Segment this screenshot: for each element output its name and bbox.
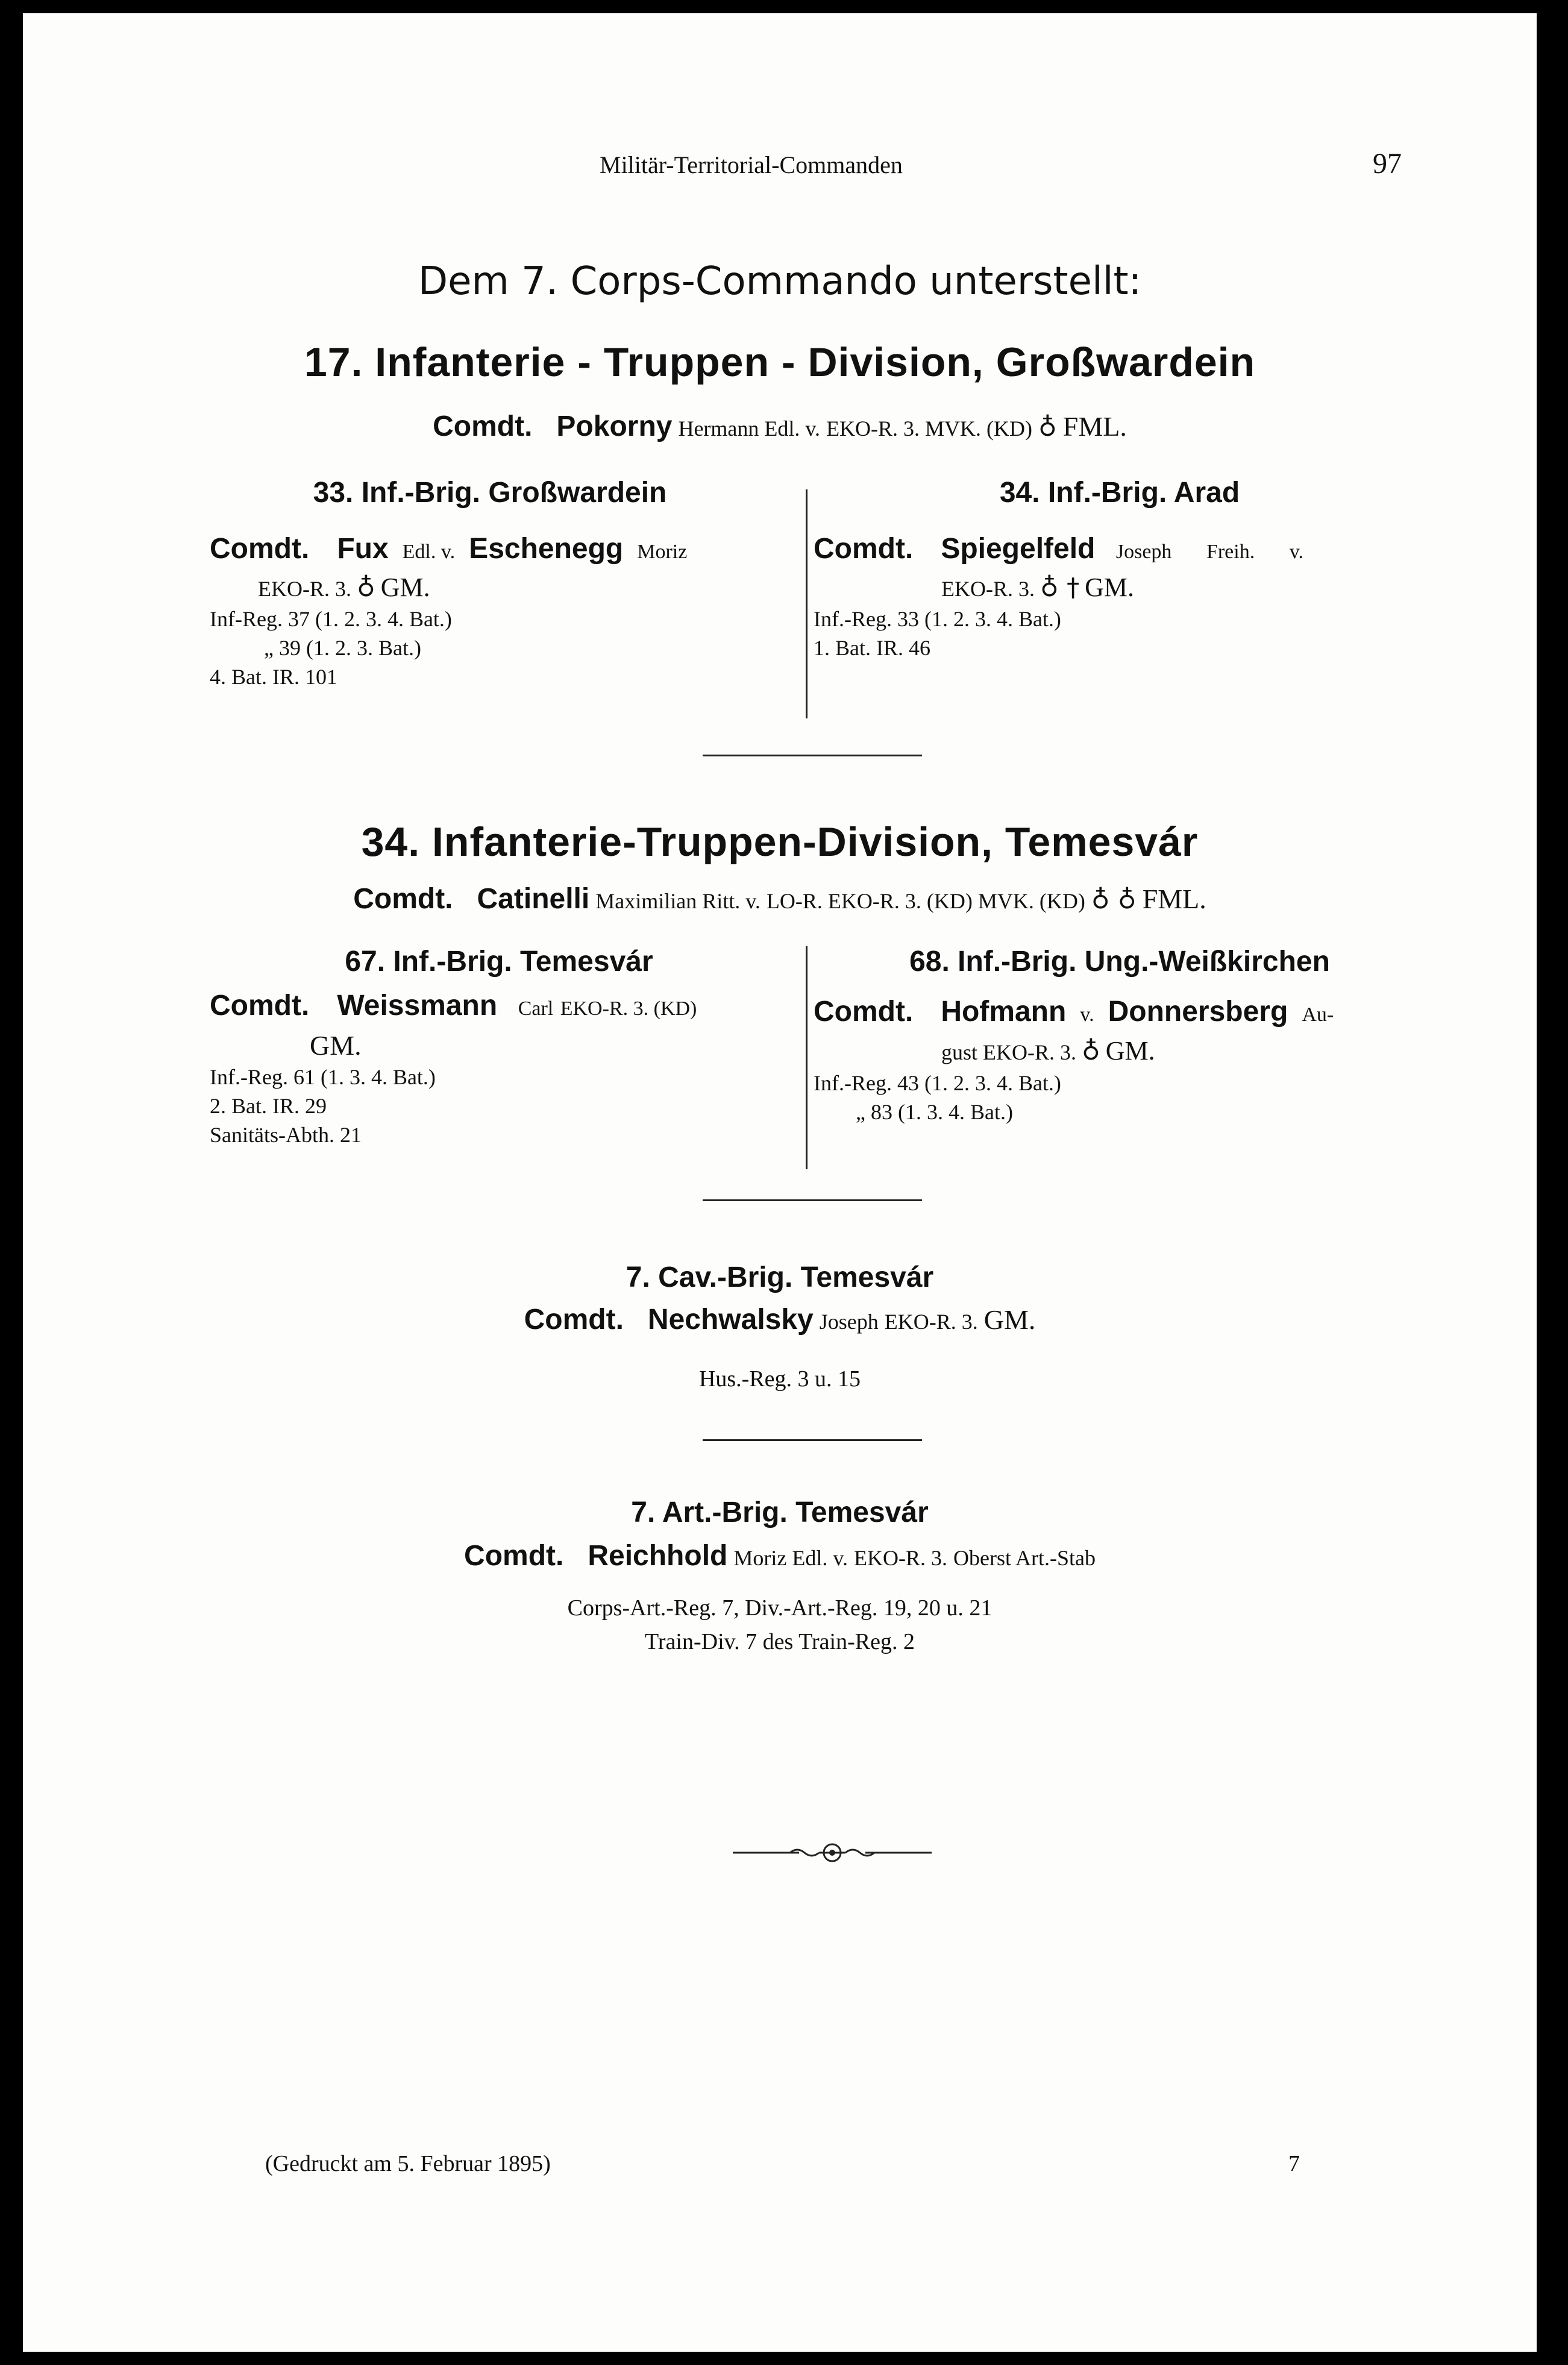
unit-line: Sanitäts-Abth. 21	[210, 1123, 362, 1147]
commander-rank: FML.	[1142, 884, 1206, 914]
commander-given: Hermann Edl. v.	[678, 416, 821, 441]
commander-given: Joseph	[819, 1310, 879, 1334]
order-symbol-icon: ♁	[357, 573, 375, 602]
running-head: Militär-Territorial-Commanden	[600, 151, 903, 178]
column-divider	[806, 946, 808, 1169]
commander-name: Reichhold	[588, 1540, 728, 1572]
brigade-67-commander	[210, 986, 818, 1029]
order-symbol-icon: ♁ †	[1040, 573, 1080, 602]
unit-line: Inf.-Reg. 61 (1. 3. 4. Bat.)	[210, 1065, 436, 1089]
commander-name: Weissmann	[337, 990, 498, 1022]
division-34-title: 34. Infanterie-Truppen-Division, Temesvár	[361, 819, 1199, 865]
unit-line: „ 83 (1. 3. 4. Bat.)	[856, 1100, 1013, 1124]
commander-decorations: EKO-R. 3.	[983, 1040, 1077, 1064]
document-page	[23, 13, 1537, 2352]
commander-decorations: EKO-R. 3.	[258, 577, 351, 601]
comdt-label: Comdt.	[210, 990, 310, 1022]
commander-surname: Eschenegg	[469, 533, 624, 565]
comdt-label: Comdt.	[433, 410, 533, 442]
commander-particle: Edl. v.	[402, 541, 456, 563]
commander-particle: v.	[1080, 1003, 1094, 1026]
column-divider	[806, 489, 808, 718]
commander-decorations: EKO-R. 3.	[941, 577, 1035, 601]
art-brigade-units-line1: Corps-Art.-Reg. 7, Div.-Art.-Reg. 19, 20 u. 21	[567, 1595, 993, 1621]
commander-rank: GM.	[1085, 573, 1135, 602]
unit-line: „ 39 (1. 2. 3. Bat.)	[264, 636, 421, 660]
brigade-33-rank-line	[210, 572, 824, 605]
commander-name: Hofmann	[941, 996, 1067, 1028]
comdt-label: Comdt.	[814, 533, 914, 565]
commander-surname: Donnersberg	[1108, 996, 1288, 1028]
commander-name: Fux	[337, 533, 389, 565]
commander-given: Moriz	[637, 541, 688, 563]
art-brigade-title: 7. Art.-Brig. Temesvár	[631, 1497, 929, 1528]
page-number: 97	[1373, 148, 1402, 180]
print-date: (Gedruckt am 5. Februar 1895)	[265, 2151, 551, 2176]
section-divider	[703, 1439, 922, 1441]
comdt-label: Comdt.	[353, 883, 453, 915]
commander-particle: v.	[1289, 541, 1304, 563]
brigade-67-title: 67. Inf.-Brig. Temesvár	[345, 946, 653, 978]
unit-line: 1. Bat. IR. 46	[814, 636, 930, 660]
commander-given: Carl	[518, 997, 554, 1020]
commander-rank: GM.	[310, 1030, 362, 1061]
comdt-label: Comdt.	[210, 533, 310, 565]
commander-given-cont: gust	[941, 1040, 978, 1064]
cav-brigade-title: 7. Cav.-Brig. Temesvár	[626, 1261, 934, 1293]
comdt-label: Comdt.	[524, 1304, 624, 1336]
commander-decorations: LO-R. EKO-R. 3. (KD) MVK. (KD)	[766, 889, 1085, 913]
art-brigade-units-line2: Train-Div. 7 des Train-Reg. 2	[645, 1629, 915, 1654]
art-brigade-commander	[23, 1539, 1537, 1572]
commander-title: Freih.	[1206, 541, 1255, 563]
brigade-68-title: 68. Inf.-Brig. Ung.-Weißkirchen	[909, 946, 1330, 978]
ornament-divider	[733, 1839, 932, 1866]
brigade-68-commander	[814, 992, 1440, 1035]
order-symbol-icon: ♁	[1038, 412, 1057, 442]
commander-rank: Oberst Art.-Stab	[953, 1546, 1096, 1570]
section-divider	[703, 755, 922, 756]
brigade-68-block	[814, 992, 1440, 1126]
unit-line: Inf.-Reg. 43 (1. 2. 3. 4. Bat.)	[814, 1071, 1061, 1095]
brigade-68-rank-line	[814, 1035, 1440, 1069]
commander-name: Spiegelfeld	[941, 533, 1096, 565]
brigade-33-commander	[210, 529, 824, 572]
section-divider	[703, 1199, 922, 1201]
unit-line: 4. Bat. IR. 101	[210, 665, 337, 689]
commander-name: Nechwalsky	[647, 1304, 814, 1336]
commander-decorations: EKO-R. 3.	[884, 1310, 978, 1334]
commander-rank: GM.	[1105, 1036, 1155, 1066]
brigade-33-block	[210, 529, 824, 691]
brigade-67-block	[210, 986, 818, 1149]
order-symbol-icon: ♁ ♁	[1091, 885, 1137, 914]
commander-decorations: EKO-R. 3. (KD)	[560, 997, 697, 1020]
brigade-34-rank-line	[814, 572, 1440, 605]
brigade-34-commander	[814, 529, 1440, 572]
division-17-commander	[23, 410, 1537, 443]
signature-mark: 7	[1288, 2151, 1300, 2176]
commander-given: Maximilian Ritt. v.	[595, 889, 760, 913]
commander-decorations: EKO-R. 3. MVK. (KD)	[826, 416, 1033, 441]
comdt-label: Comdt.	[464, 1540, 564, 1572]
brigade-34-title: 34. Inf.-Brig. Arad	[999, 477, 1240, 509]
commander-rank: GM.	[983, 1304, 1036, 1335]
commander-given: Joseph	[1115, 541, 1172, 563]
cav-brigade-commander	[23, 1303, 1537, 1336]
division-17-title: 17. Infanterie - Truppen - Division, Großwardein	[304, 339, 1256, 385]
commander-name: Pokorny	[556, 410, 673, 442]
commander-given: Moriz Edl. v.	[733, 1546, 848, 1570]
order-symbol-icon: ♁	[1082, 1036, 1100, 1066]
unit-line: 2. Bat. IR. 29	[210, 1094, 327, 1118]
cav-brigade-units: Hus.-Reg. 3 u. 15	[698, 1366, 861, 1392]
commander-decorations: EKO-R. 3.	[854, 1546, 947, 1570]
commander-rank: GM.	[380, 573, 430, 602]
unit-line: Inf.-Reg. 33 (1. 2. 3. 4. Bat.)	[814, 607, 1061, 631]
comdt-label: Comdt.	[814, 996, 914, 1028]
commander-given: Au-	[1302, 1003, 1334, 1026]
commander-name: Catinelli	[477, 883, 590, 915]
unit-line: Inf-Reg. 37 (1. 2. 3. 4. Bat.)	[210, 607, 452, 631]
brigade-34-block	[814, 529, 1440, 662]
commander-rank: FML.	[1062, 411, 1127, 442]
brigade-33-title: 33. Inf.-Brig. Großwardein	[313, 477, 667, 509]
corps-heading: Dem 7. Corps-Commando unterstellt:	[418, 259, 1142, 304]
division-34-commander	[23, 882, 1537, 916]
